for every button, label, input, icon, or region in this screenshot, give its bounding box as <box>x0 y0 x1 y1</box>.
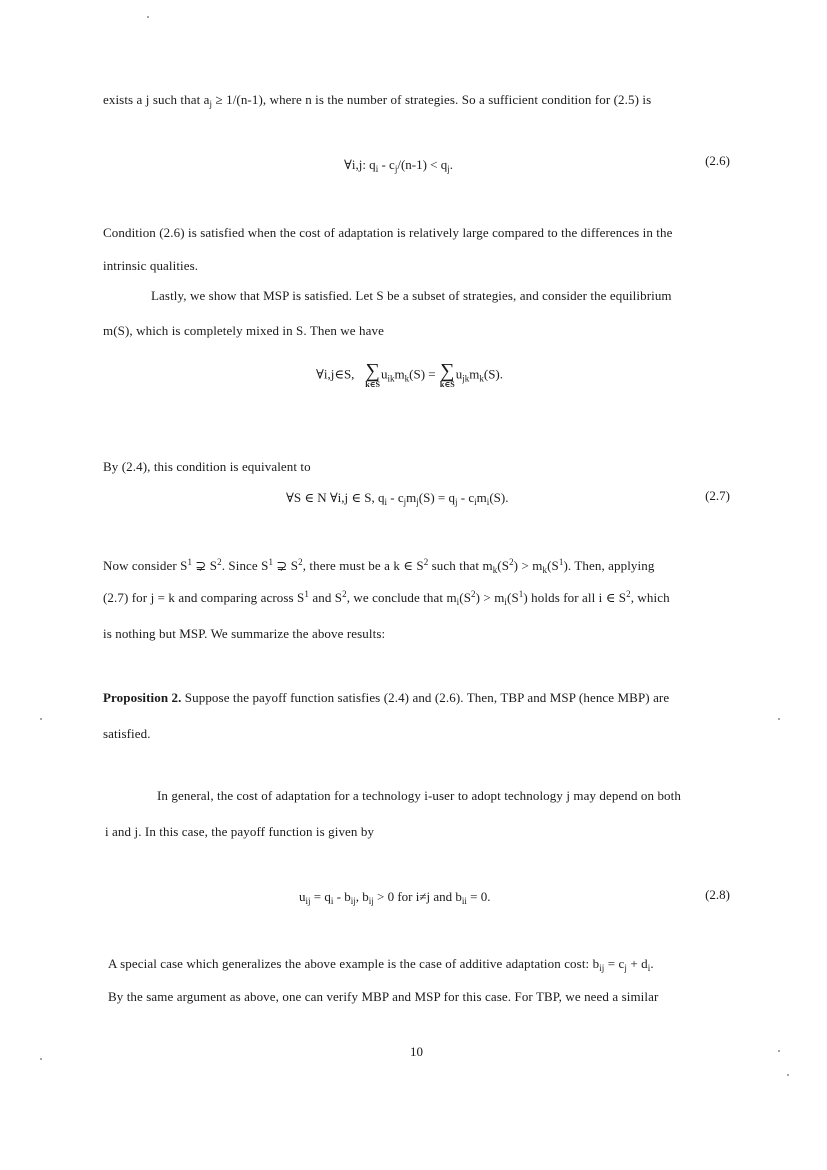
text-line <box>108 956 654 973</box>
text-span: (2.7) for j = k and comparing across S <box>103 590 305 605</box>
sigma: ∑ <box>440 360 455 382</box>
text-line: is nothing but MSP. We summarize the above results: <box>103 626 386 641</box>
page-number: 10 <box>410 1044 423 1059</box>
text-span: ⊋ S <box>273 558 299 573</box>
text-span: such that m <box>428 558 493 573</box>
subscript: j <box>209 99 213 109</box>
eq-text: ∀i,j∈S, <box>316 366 355 382</box>
superscript: 1 <box>268 557 274 567</box>
subscript: i <box>384 497 388 507</box>
text-line: m(S), which is completely mixed in S. Then we have <box>103 323 384 338</box>
scan-speck <box>787 1074 789 1076</box>
superscript: 1 <box>304 589 309 599</box>
eq-text: (S) = q <box>418 490 456 505</box>
text-span: , which <box>630 590 670 605</box>
subscript: i <box>504 597 508 607</box>
eq-text: m <box>476 490 487 505</box>
sigma: ∑ <box>365 360 380 382</box>
subscript: i <box>456 597 460 607</box>
sum-limit: k∈S <box>365 380 381 389</box>
eq-text: ∀i,j: q <box>344 157 376 172</box>
text-span: = c <box>604 956 625 971</box>
eq-text: (S) = <box>409 366 436 382</box>
text-span: . <box>650 956 654 971</box>
subscript: ii <box>461 896 467 906</box>
equation-2-8 <box>299 889 490 906</box>
text-span: exists a j such that a <box>103 92 210 107</box>
eq-text: (S). <box>483 366 503 382</box>
eq-text: u <box>299 889 306 904</box>
text-span: and S <box>309 590 343 605</box>
subscript: i <box>330 896 334 906</box>
eq-text: (S). <box>489 490 509 505</box>
superscript: 1 <box>187 557 193 567</box>
superscript: 1 <box>558 557 564 567</box>
eq-text: /(n-1) < q <box>397 157 448 172</box>
text-span: A special case which generalizes the above example is the case of additive adaptation cost: b <box>108 956 600 971</box>
text-span: + d <box>627 956 648 971</box>
equation-number: (2.8) <box>705 887 730 902</box>
subscript: i <box>647 963 651 973</box>
proposition-label: Proposition 2. <box>103 690 182 705</box>
scan-speck <box>40 718 42 720</box>
scan-speck <box>147 16 149 18</box>
scan-speck <box>778 1050 780 1052</box>
text-span: ). Then, applying <box>563 558 655 573</box>
eq-text: . <box>449 157 454 172</box>
text-span: (S <box>507 590 519 605</box>
subscript: ij <box>305 896 311 906</box>
subscript: ij <box>368 896 374 906</box>
text-line: By the same argument as above, one can verify MBP and MSP for this case. For TBP, we need a similar <box>108 989 659 1004</box>
subscript: j <box>394 164 398 174</box>
eq-text: m <box>406 490 417 505</box>
eq-text: - c <box>378 157 395 172</box>
superscript: 2 <box>471 589 476 599</box>
subscript: j <box>624 963 628 973</box>
eq-text: = q <box>310 889 331 904</box>
text-line <box>103 557 654 575</box>
superscript: 2 <box>509 557 514 567</box>
superscript: 2 <box>423 557 429 567</box>
text-line: Condition (2.6) is satisfied when the cost of adaptation is relatively large compared to the differences in the <box>103 225 673 240</box>
text-line: i and j. In this case, the payoff function is given by <box>105 824 375 839</box>
text-line: By (2.4), this condition is equivalent to <box>103 459 311 474</box>
summation-symbol <box>365 362 380 389</box>
superscript: 2 <box>626 589 631 599</box>
text-span: ) > m <box>475 590 505 605</box>
scan-speck <box>778 718 780 720</box>
eq-text: ∀S ∈ N ∀i,j ∈ S, q <box>286 490 385 505</box>
superscript: 2 <box>217 557 222 567</box>
equation-2-7 <box>286 490 508 507</box>
text-span: Suppose the payoff function satisfies (2.4) and (2.6). Then, TBP and MSP (hence MBP) are <box>181 690 670 705</box>
subscript: i <box>474 497 477 507</box>
equation-2-6 <box>344 157 453 174</box>
text-line: intrinsic qualities. <box>103 258 199 273</box>
text-span: Now consider S <box>103 558 188 573</box>
text-span: (S <box>547 558 559 573</box>
text-span: . Since S <box>221 558 269 573</box>
eq-text: > 0 for i≠j and b <box>373 889 462 904</box>
superscript: 1 <box>518 589 524 599</box>
eq-text: , b <box>355 889 369 904</box>
sum-limit: k∈S <box>439 380 455 389</box>
subscript: ij <box>350 896 356 906</box>
text-line: Lastly, we show that MSP is satisfied. Let S be a subset of strategies, and consider the equilibrium <box>151 288 672 303</box>
equation-number: (2.7) <box>705 488 730 503</box>
subscript: k <box>542 565 548 575</box>
text-span: ) > m <box>513 558 543 573</box>
proposition <box>103 690 669 706</box>
eq-text: u <box>455 366 463 382</box>
text-span: (S <box>459 590 472 605</box>
subscript: i <box>375 164 379 174</box>
subscript: j <box>447 164 450 174</box>
text-span: ⊋ S <box>192 558 218 573</box>
summation-symbol <box>440 362 455 389</box>
subscript: ij <box>599 963 605 973</box>
summation-equation <box>316 362 503 389</box>
subscript: k <box>492 565 498 575</box>
subscript: i <box>486 497 490 507</box>
eq-text: m <box>469 366 480 382</box>
text-span: , we conclude that m <box>346 590 457 605</box>
text-line: satisfied. <box>103 726 151 741</box>
subscript: j <box>455 497 458 507</box>
equation-number: (2.6) <box>705 153 730 168</box>
eq-text: - b <box>333 889 351 904</box>
subscript: k <box>479 373 484 384</box>
subscript: j <box>416 497 419 507</box>
subscript: j <box>403 497 407 507</box>
text-span: , there must be a k ∈ S <box>302 558 424 573</box>
text-line <box>103 92 651 109</box>
subscript: jk <box>462 373 470 384</box>
superscript: 2 <box>342 589 347 599</box>
text-span: ≥ 1/(n-1), where n is the number of strategies. So a sufficient condition for (2.5) is <box>212 92 652 107</box>
subscript: ik <box>387 373 395 384</box>
eq-text: u <box>381 366 388 382</box>
text-line: In general, the cost of adaptation for a technology i-user to adopt technology j may depend on both <box>157 788 681 803</box>
eq-text: = 0. <box>466 889 491 904</box>
superscript: 2 <box>298 557 303 567</box>
eq-text: - c <box>387 490 404 505</box>
scan-speck <box>40 1058 42 1060</box>
eq-text: - c <box>457 490 475 505</box>
eq-text: m <box>394 366 405 382</box>
text-span: ) holds for all i ∈ S <box>523 590 627 605</box>
text-line <box>103 589 670 607</box>
text-span: (S <box>497 558 510 573</box>
subscript: k <box>404 373 410 384</box>
